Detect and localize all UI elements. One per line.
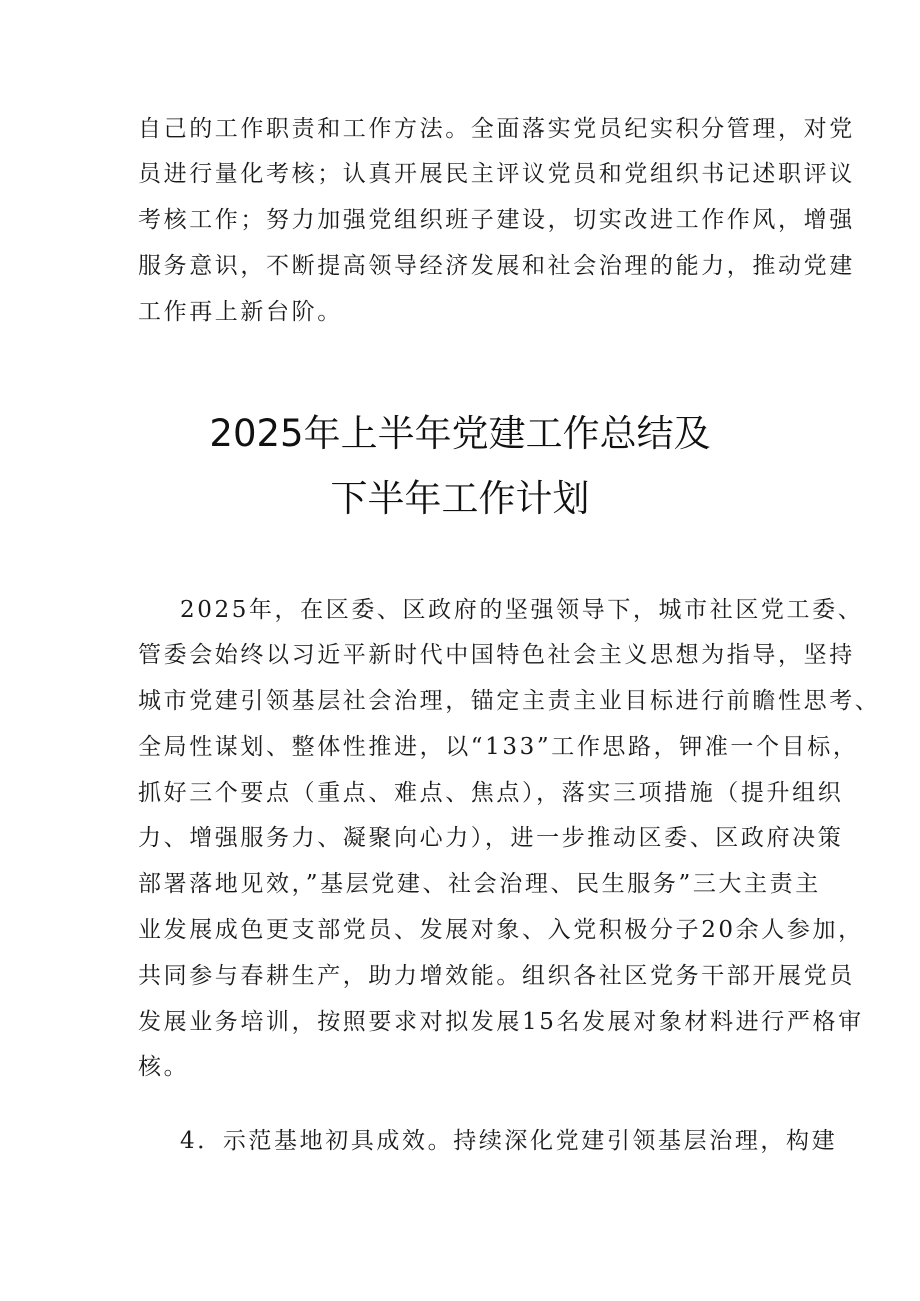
document-title-line-1: 2025年上半年党建工作总结及 [209,412,711,455]
top-paragraph-line-1: 自己的工作职责和工作方法。全面落实党员纪实积分管理，对党 [138,116,855,142]
body-paragraph-line-2: 管委会始终以习近平新时代中国特色社会主义思想为指导，坚持 [138,642,855,668]
top-paragraph-line-4: 服务意识，不断提高领导经济发展和社会治理的能力，推动党建 [138,253,855,279]
body-paragraph-line-7: 部署落地见效，”基层党建、社会治理、民生服务”三大主责主 [138,871,821,897]
body-paragraph-line-10: 发展业务培训，按照要求对拟发展15名发展对象材料进行严格审 [138,1009,864,1035]
body-paragraph-line-5: 抓好三个要点（重点、难点、焦点），落实三项措施（提升组织 [138,780,844,806]
body-paragraph-line-9: 共同参与春耕生产，助力增效能。组织各社区党务干部开展党员 [138,963,855,989]
top-paragraph-line-5: 工作再上新台阶。 [138,299,343,325]
body-paragraph-line-3: 城市党建引领基层社会治理，锚定主责主业目标进行前瞻性思考、 [138,688,881,714]
body-paragraph-line-6: 力、增强服务力、凝聚向心力），进一步推动区委、区政府决策 [138,825,844,851]
body-paragraph-line-1: 2025年，在区委、区政府的坚强领导下，城市社区党工委、 [180,597,864,623]
top-paragraph-line-3: 考核工作；努力加强党组织班子建设，切实改进工作作风，增强 [138,207,855,233]
section-4-line: 4．示范基地初具成效。持续深化党建引领基层治理，构建 [180,1128,838,1154]
top-paragraph-line-2: 员进行量化考核；认真开展民主评议党员和党组织书记述职评议 [138,161,855,187]
body-paragraph-line-8: 业发展成色更支部党员、发展对象、入党积极分子20余人参加， [138,917,864,943]
body-paragraph-line-4: 全局性谋划、整体性推进，以“133”工作思路，钾准一个目标， [138,734,859,760]
document-title-line-2: 下半年工作计划 [330,477,590,520]
body-paragraph-line-11: 核。 [138,1054,190,1080]
